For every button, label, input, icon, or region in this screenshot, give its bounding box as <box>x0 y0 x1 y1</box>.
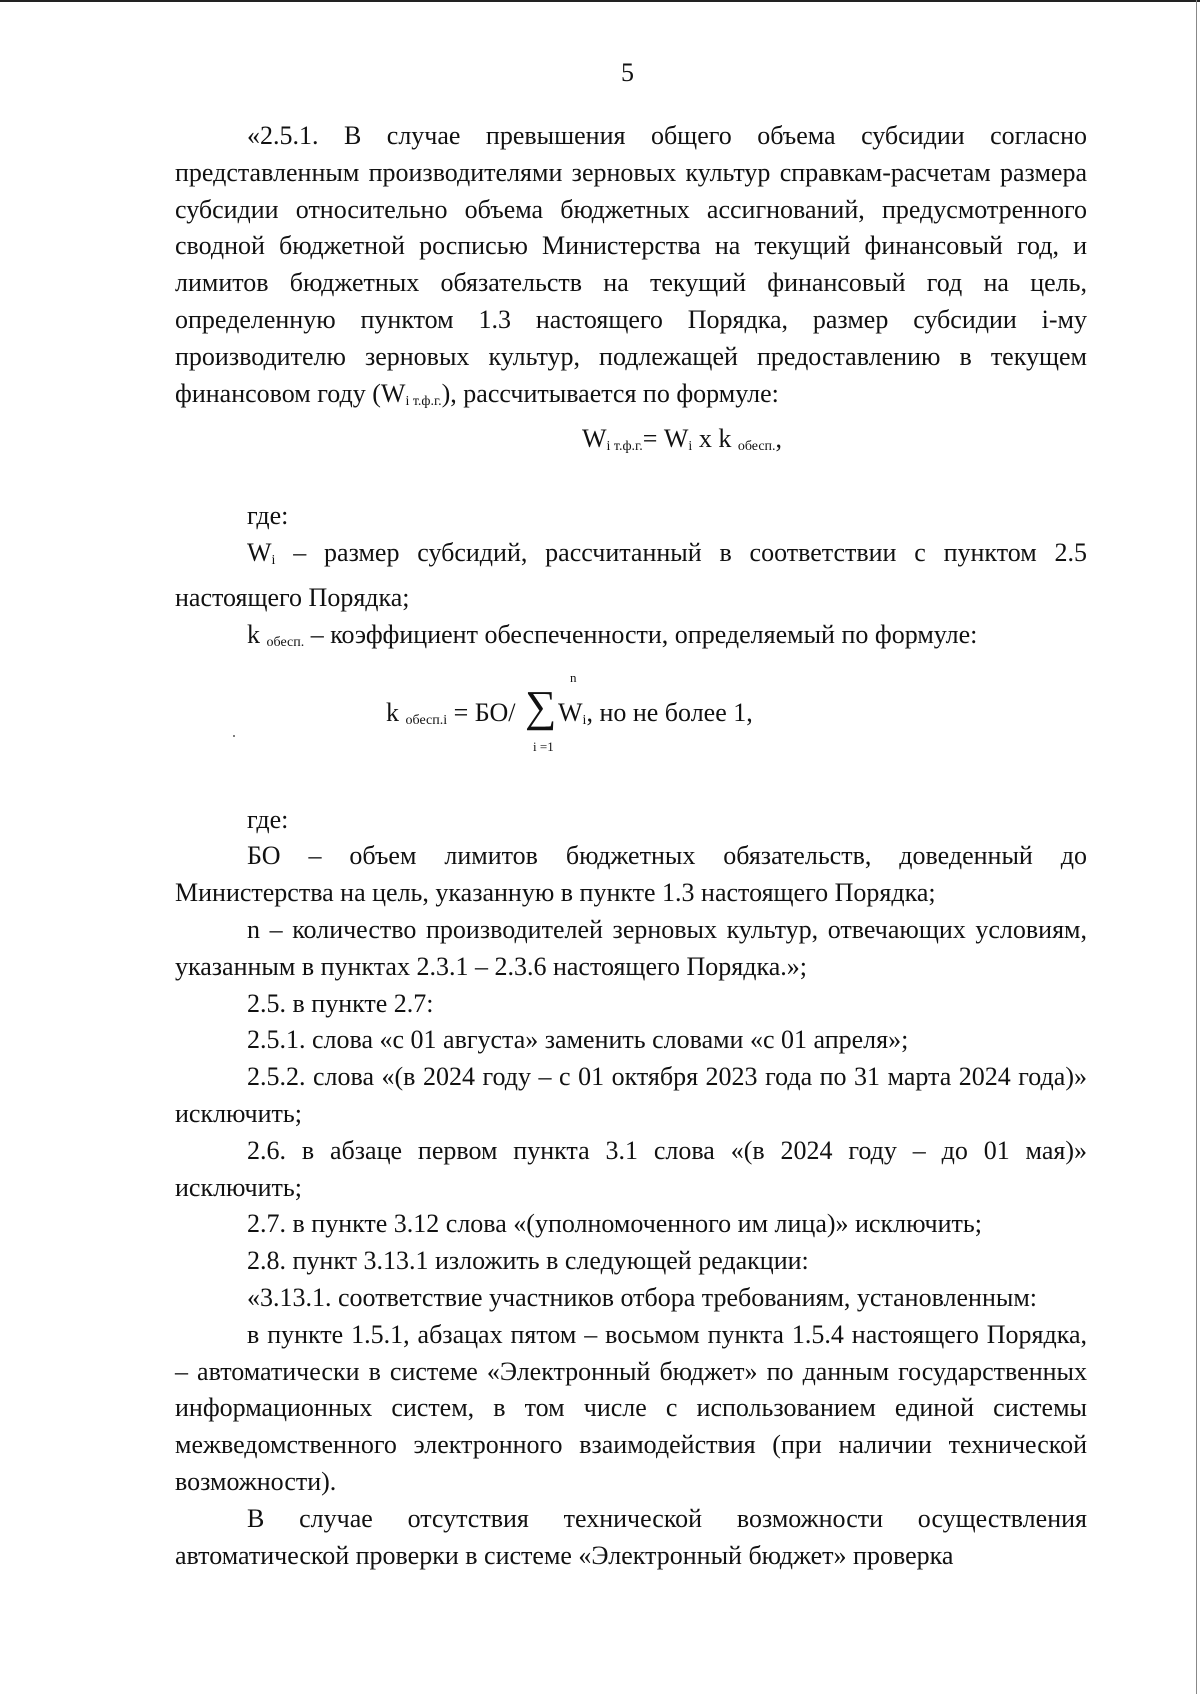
formula-intro: ), рассчитывается по формуле: <box>441 378 779 408</box>
wi-subscript: i <box>271 553 276 569</box>
coef-sub: обесп.i <box>405 712 448 728</box>
formula-sub-tfg: i т.ф.г. <box>606 439 643 455</box>
sum-lower-limit: i =1 <box>533 738 554 754</box>
where-label-2: где: <box>247 804 289 834</box>
sum-upper-limit: n <box>570 669 577 685</box>
wi-symbol: W <box>247 538 272 568</box>
scan-speck <box>233 735 235 737</box>
spacer <box>175 768 1087 802</box>
coef-eq-bo: = БО/ <box>447 697 516 727</box>
definition-wi <box>175 535 1087 617</box>
k-symbol: k <box>247 619 267 649</box>
item-2-5: 2.5. в пункте 2.7: <box>247 988 434 1018</box>
formula-comma: , <box>775 424 783 454</box>
formula-coefficient-right <box>558 694 753 740</box>
w-symbol: (W <box>372 378 406 408</box>
formula-coefficient <box>175 662 1087 768</box>
paragraph-2-5-1-ending <box>372 379 779 408</box>
document-body <box>175 118 1087 1574</box>
paragraph-2-5-1-text: «2.5.1. В случае превышения общего объема субсидии согласно представленным производителями зерновых культур справкам-расчетам размера субсидии относительно объема бюджетных ассигнований, предусмотренного сводной бюджетной росписью Министерства на текущий финансовый год, и лимитов бюджетных обязательств на текущий финансовый год на цель, определенную пунктом 1.3 настоящего Порядка, размер субсидии i-му производителю зерновых культур, подлежащей предоставлению в текущем финансовом году <box>175 121 1087 408</box>
sum-w: W <box>558 697 583 727</box>
item-2-8: 2.8. пункт 3.13.1 изложить в следующей редакции: <box>247 1246 809 1276</box>
k-subscript: обесп. <box>266 634 305 650</box>
item-2-5-1: 2.5.1. слова «с 01 августа» заменить словами «с 01 апреля»; <box>247 1025 909 1055</box>
item-2-7: 2.7. в пункте 3.12 слова «(уполномоченного им лица)» исключить; <box>247 1209 982 1239</box>
formula-subsidy <box>175 420 1087 466</box>
sum-sign: ∑ <box>525 681 557 731</box>
definition-k <box>175 617 1087 662</box>
w-subscript: i т.ф.г. <box>405 393 442 409</box>
wi-description: – размер субсидий, рассчитанный в соответствии с пунктом 2.5 настоящего Порядка; <box>175 538 1087 612</box>
where-label-1: где: <box>247 501 289 531</box>
definition-n: n – количество производителей зерновых культур, отвечающих условиям, указанным в пунктах 2.3.1 – 2.3.6 настоящего Порядка.»; <box>175 914 1087 981</box>
scan-top-border <box>0 0 1200 2</box>
item-2-6: 2.6. в абзаце первом пункта 3.1 слова «(в 2024 году – до 01 мая)» исключить; <box>175 1135 1087 1202</box>
coef-tail: , но не более 1, <box>586 697 753 727</box>
k-description: – коэффициент обеспеченности, определяемый по формуле: <box>304 619 978 649</box>
item-3-13-1: «3.13.1. соответствие участников отбора требованиям, установленным: <box>247 1282 1038 1312</box>
scan-right-border <box>1196 0 1197 1694</box>
definition-bo: БО – объем лимитов бюджетных обязательств, доведенный до Министерства на цель, указанную в пункте 1.3 настоящего Порядка; <box>175 841 1087 908</box>
page-number: 5 <box>621 58 634 87</box>
formula-eq-w: = W <box>642 424 689 454</box>
formula-w: W <box>581 424 607 454</box>
formula-sub-obesp: обесп. <box>737 439 776 455</box>
formula-sub-i: i <box>688 439 693 455</box>
formula-times-k: x k <box>692 424 738 454</box>
item-2-5-2: 2.5.2. слова «(в 2024 году – с 01 октября 2023 года по 31 марта 2024 года)» исключить; <box>175 1062 1087 1128</box>
paragraph-no-technical-possibility: В случае отсутствия технической возможности осуществления автоматической проверки в системе «Электронный бюджет» проверка <box>175 1503 1087 1570</box>
coef-k: k <box>386 697 406 727</box>
paragraph-automatic-check: в пункте 1.5.1, абзацах пятом – восьмом пункта 1.5.4 настоящего Порядка, – автоматически в системе «Электронный бюджет» по данным государственных информационных систем, в том числе с использованием единой системы межведомственного электронного взаимодействия (при наличии технической возможности). <box>175 1319 1087 1496</box>
spacer <box>175 466 1087 498</box>
paragraph-2-5-1 <box>175 118 1087 420</box>
formula-coefficient-left <box>386 694 516 740</box>
sum-w-sub: i <box>582 712 587 728</box>
